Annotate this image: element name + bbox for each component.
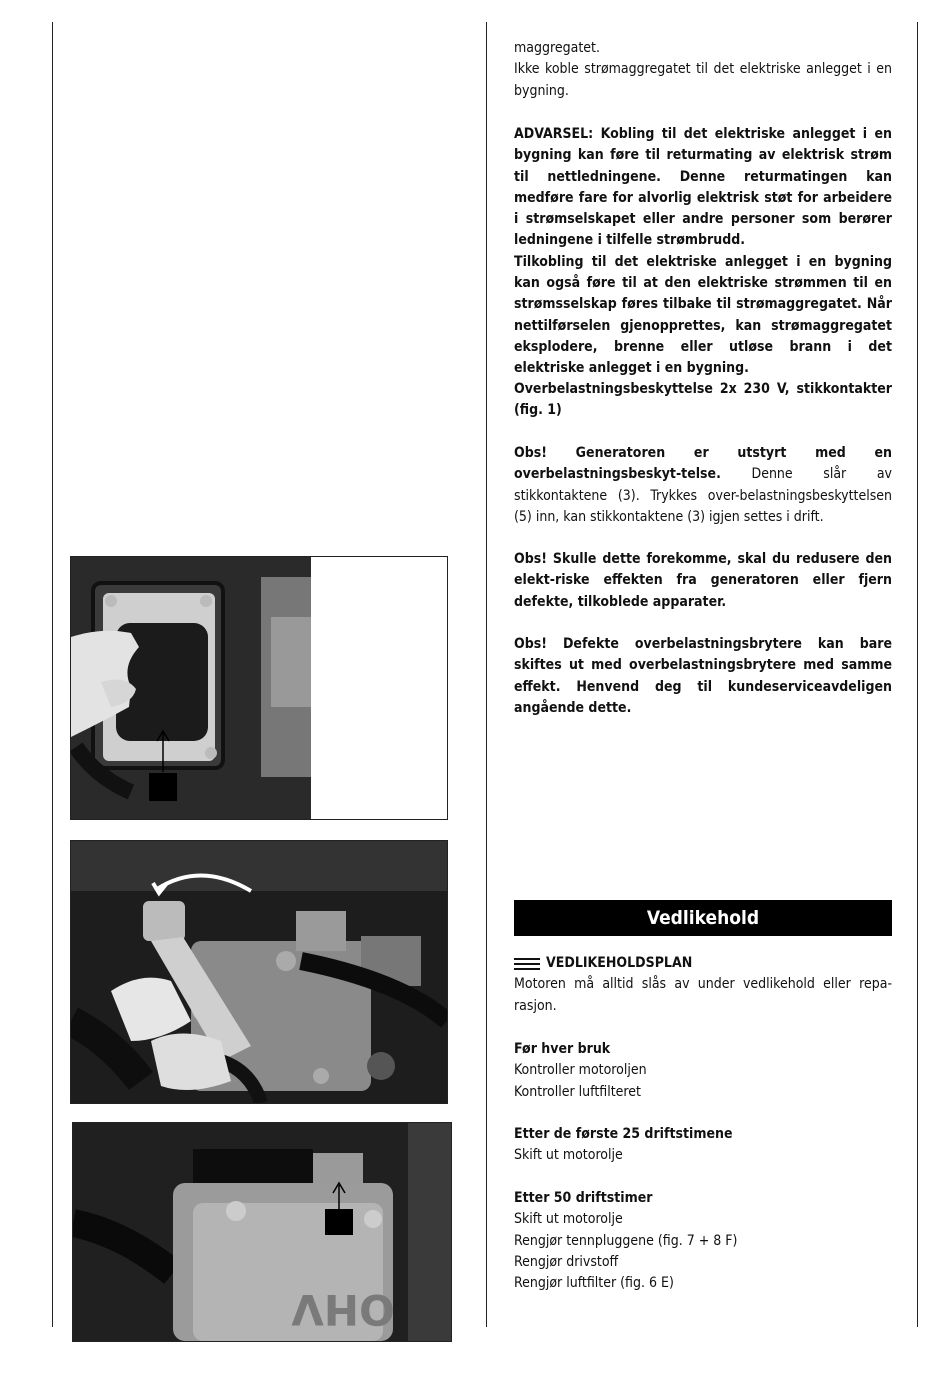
left-margin-rule: [52, 22, 53, 1327]
figure-engine-ohv: [72, 1122, 452, 1342]
list-item: Rengjør luftfilter (fig. 6 E): [514, 1275, 674, 1292]
warning-block: [514, 124, 892, 380]
plan-intro: Motoren må alltid slås av under vedlikehold eller repa-rasjon.: [514, 976, 892, 1014]
section-heading-maintenance: Vedlikehold: [514, 900, 892, 936]
list-item: Rengjør drivstoff: [514, 1253, 619, 1270]
figure-air-filter: [70, 556, 448, 820]
list-item: Skift ut motorolje: [514, 1147, 623, 1164]
intro-line1: maggregatet.: [514, 40, 600, 56]
right-column-top: [514, 38, 892, 102]
menu-lines-icon: [514, 957, 540, 971]
group-heading: Etter de første 25 driftstimene: [514, 1126, 733, 1142]
group-before-use: [514, 1039, 892, 1103]
maintenance-plan: [514, 953, 892, 1017]
obs-2: [514, 549, 892, 613]
warning-paragraph-1: ADVARSEL: Kobling til det elektriske anlegget i en bygning kan føre til returmating av elektrisk strøm til nettledningene. Denne returmatingen kan medføre fare for alvorlig elektrisk støt for arbeidere i strømselskapet eller andre personer som berører ledningene i tilfelle strømbrudd.: [514, 126, 892, 249]
obs3-text: Obs! Defekte overbelastningsbrytere kan bare skiftes ut med overbelastningsbrytere med samme effekt. Henvend deg til kundeserviceavdeligen angående dette.: [514, 636, 892, 716]
warning-paragraph-2: Tilkobling til det elektriske anlegget i en bygning kan også føre til at den elektriske strømmen til en strømsselskap føres tilbake til strømaggregatet. Når nettilførselen gjenopprettes, kan strømaggregatet eksplodere, brenne eller utløse brann i det elektriske anlegget i en bygning.: [514, 253, 892, 377]
figure-spark-plug-cap: [70, 840, 448, 1104]
obs1-bold: Obs! Generatoren er utstyrt med en overbelastningsbeskyt-telse.: [514, 445, 892, 483]
right-margin-rule: [917, 22, 918, 1327]
overload-heading-text: Overbelastningsbeskyttelse 2x 230 V, stikkontakter (fig. 1): [514, 381, 892, 419]
plan-title: VEDLIKEHOLDSPLAN: [546, 955, 693, 971]
list-item: Skift ut motorolje: [514, 1211, 623, 1228]
list-item: Kontroller luftfilteret: [514, 1083, 641, 1100]
group-after-50h: [514, 1188, 892, 1294]
engine-ohv-text: OHV: [291, 1285, 395, 1334]
obs2-text: Obs! Skulle dette forekomme, skal du redusere den elekt-riske effekten fra generatoren eller fjern defekte, tilkoblede apparater.: [514, 551, 892, 610]
intro-line2: Ikke koble strømaggregatet til det elektriske anlegget i en bygning.: [514, 61, 892, 99]
list-item: Kontroller motoroljen: [514, 1062, 647, 1079]
obs-1: [514, 443, 892, 528]
group-heading: Før hver bruk: [514, 1041, 611, 1057]
obs-3: [514, 634, 892, 719]
group-heading: Etter 50 driftstimer: [514, 1190, 653, 1206]
column-divider-rule: [486, 22, 487, 1327]
list-item: Rengjør tennpluggene (fig. 7 + 8 F): [514, 1232, 738, 1249]
obs1-rest: Denne slår av stikkontaktene (3). Trykkes over-belastningsbeskyttelsen (5) inn, kan stikkontaktene (3) igjen settes i drift.: [514, 466, 892, 525]
overload-heading: [514, 379, 892, 422]
group-after-25h: [514, 1124, 892, 1167]
